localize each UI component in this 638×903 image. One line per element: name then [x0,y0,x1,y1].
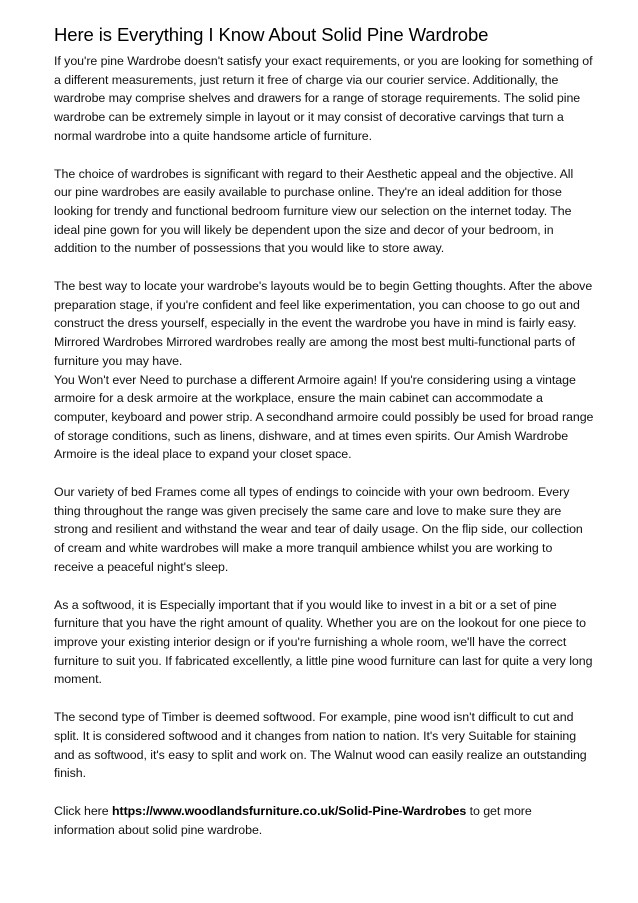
article-body [54,22,594,839]
paragraph-4: You Won't ever Need to purchase a different Armoire again! If you're considering using a vintage armoire for a desk armoire at the workplace, ensure the main cabinet can accommodate a computer, keyboard and power strip. A secondhand armoire could possibly be used for broad range of storage conditions, such as linens, dishware, and at times even spirits. Our Amish Wardrobe Armoire is the ideal place to expand your closet space. [54,372,594,462]
closing-paragraph [54,802,594,839]
article-title: Here is Everything I Know About Solid Pine Wardrobe [54,24,489,45]
paragraph-3: The best way to locate your wardrobe's layouts would be to begin Getting thoughts. After the above preparation stage, if you're confident and feel like experimentation, you can choose to go out and construct the dress yourself, especially in the event the wardrobe you have in mind is fairly easy. Mirrored Wardrobes Mirrored wardrobes really are among the most best multi-functional parts of furniture you may have. [54,279,593,368]
paragraph-1: If you're pine Wardrobe doesn't satisfy your exact requirements, or you are looking for something of a different measurements, just return it free of charge via our courier service. Additionally, the wardrobe may comprise shelves and drawers for a range of storage requirements. The solid pine wardrobe can be extremely simple in layout or it may consist of decorative carvings that turn a normal wardrobe into a quite handsome article of furniture. [54,54,593,143]
paragraph-6: As a softwood, it is Especially important that if you would like to invest in a bit or a set of pine furniture that you have the right amount of quality. Whether you are on the lookout for one piece to improve your existing interior design or if you're furnishing a whole room, we'll have the correct furniture to suit you. If fabricated excellently, a little pine wood furniture can last for quite a very long moment. [54,597,593,687]
paragraph-7: The second type of Timber is deemed softwood. For example, pine wood isn't difficult to cut and split. It is considered softwood and it changes from nation to nation. It's very Suitable for staining and as softwood, it's easy to split and work on. The Walnut wood can easily realize an outstanding finish. [54,710,587,781]
closing-suffix: to get more information about solid pine wardrobe. [54,803,532,837]
closing-prefix: Click here [54,803,112,818]
paragraph-5: Our variety of bed Frames come all types of endings to coincide with your own bedroom. Every thing throughout the range was given precisely the same care and love to make sure they are strong and resilient and withstand the wear and tear of daily usage. On the flip side, our collection of cream and white wardrobes will make a more tranquil ambience whilst you are working to receive a peaceful night's sleep. [54,485,583,574]
woodlands-furniture-link[interactable]: https://www.woodlandsfurniture.co.uk/Solid-Pine-Wardrobes [111,803,467,818]
paragraph-2: The choice of wardrobes is significant with regard to their Aesthetic appeal and the objective. All our pine wardrobes are easily available to purchase online. They're an ideal addition for those looking for trendy and functional bedroom furniture view our selection on the internet today. The ideal pine gown for you will likely be dependent upon the size and decor of your bedroom, in addition to the number of possessions that you would like to store away. [54,166,574,256]
